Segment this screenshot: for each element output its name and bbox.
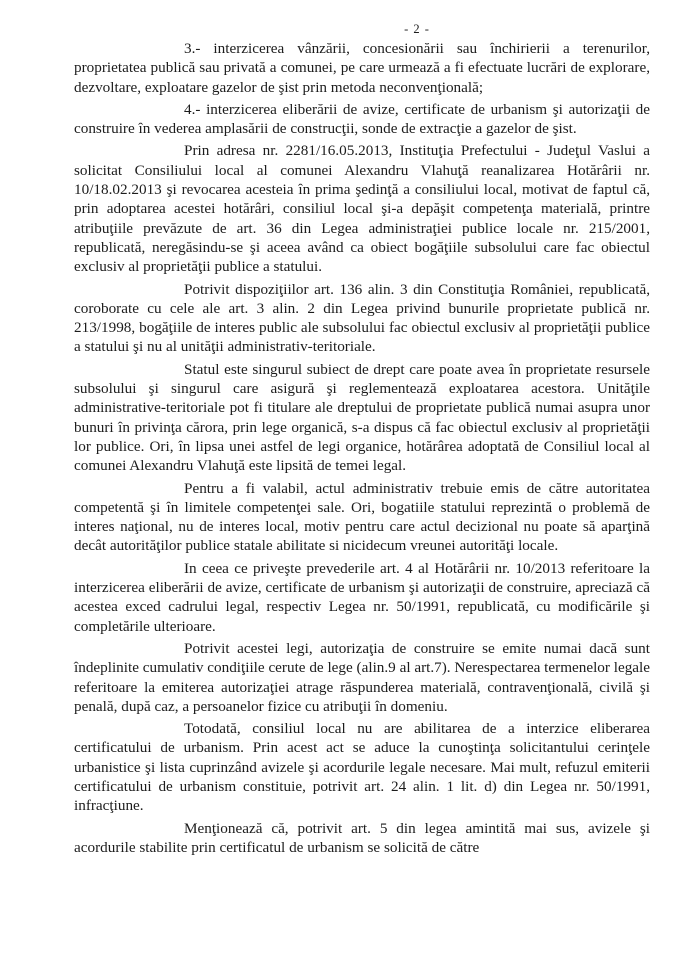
page-number: - 2 -	[404, 22, 430, 36]
paragraph-competence: Pentru a fi valabil, actul administrativ trebuie emis de către autoritatea competentă şi în limitele competenţei sale. Ori, bogatiile statului reprezintă o problemă de interes naţional, nu de interes local, motiv pentru care actul decizional nu poate să aparţină decât autorităţilor publice statale abilitate si nicidecum vreunei autorităţi locale.	[74, 479, 650, 555]
paragraph-mentions: Menţionează că, potrivit art. 5 din legea amintită mai sus, avizele şi acordurile stabilite prin certificatul de urbanism se solicită de către	[74, 819, 650, 856]
paragraph-prefect-address: Prin adresa nr. 2281/16.05.2013, Instituţia Prefectului - Judeţul Vaslui a solicitat Consiliului local al comunei Alexandru Vlahuţă reanalizarea Hotărârii nr. 10/18.02.2013 şi revocarea acesteia în prima şedinţă a consiliului local, motivat de faptul că, prin adoptarea acestei hotărâri, consiliul local şi-a depăşit competenţa materială, printre atribuţiile prevăzute de art. 36 din Legea administraţiei publice locale nr. 215/2001, republicată, neregăsindu-se şi aceea având ca obiect bogăţiile subsolului care fac obiectul exclusiv al proprietăţii publice a statului.	[74, 142, 650, 276]
paragraph-item-3: 3.- interzicerea vânzării, concesionării sau închirierii a terenurilor, proprietatea publică sau privată a comunei, pe care urmează a fi efectuate lucrări de explorare, dezvoltare, exploatare gazelor de şist prin metoda neconvenţională;	[74, 40, 650, 96]
paragraph-building-permit: Potrivit acestei legi, autorizaţia de construire se emite numai dacă sunt îndeplinite cumulativ condiţiile cerute de lege (alin.9 al art.7). Nerespectarea termenelor legale referitoare la emiterea autorizaţiei atrage răspunderea materială, contravenţională, civilă şi penală, după caz, a persoanelor fizice cu atribuţii în domeniu.	[74, 639, 651, 715]
paragraph-constitution: Potrivit dispoziţiilor art. 136 alin. 3 din Constituţia României, republicată, coroborate cu cele ale art. 3 alin. 2 din Legea privind bunurile proprietate publică nr. 213/1998, bogăţiile de interes public ale subsolului fac obiectul exclusiv al proprietăţii publice a statului şi nu al unităţii administrativ-teritoriale.	[74, 280, 650, 356]
paragraph-urbanism-certificate: Totodată, consiliul local nu are abilitarea de a interzice eliberarea certificatului de urbanism. Prin acest act se aduce la cunoştinţa solicitantului cerinţele urbanistice şi lista cuprinzând avizele şi acordurile legale necesare. Mai mult, refuzul emiterii certificatului de urbanism constituie, potrivit art. 24 alin. 1 lit. d) din Legea nr. 50/1991, infracţiune.	[74, 720, 650, 815]
paragraph-state-subject: Statul este singurul subiect de drept care poate avea în proprietate resursele subsolului şi singurul care asigură şi reglementează exploatarea acestora. Unităţile administrative-teritoriale pot fi titulare ale dreptului de proprietate publică numai asupra unor bunuri în privinţa cărora, prin lege organică, s-a dispus că fac obiectul exclusiv al proprietăţii lor publice. Ori, în lipsa unei astfel de legi organice, hotărârea adoptată de Consiliul local al comunei Alexandru Vlahuţă este lipsită de temei legal.	[74, 360, 650, 475]
paragraph-item-4: 4.- interzicerea eliberării de avize, certificate de urbanism şi autorizaţii de construire în vederea amplasării de construcţii, sonde de extracţie a gazelor de şist.	[74, 100, 650, 138]
paragraph-article-4: In ceea ce priveşte prevederile art. 4 al Hotărârii nr. 10/2013 referitoare la interzicerea eliberării de avize, certificate de urbanism şi autorizaţii de construire, apreciază că acestea exced cadrului legal, respectiv Legea nr. 50/1991, republicată, cu modificările şi completările ulterioare.	[74, 559, 650, 635]
